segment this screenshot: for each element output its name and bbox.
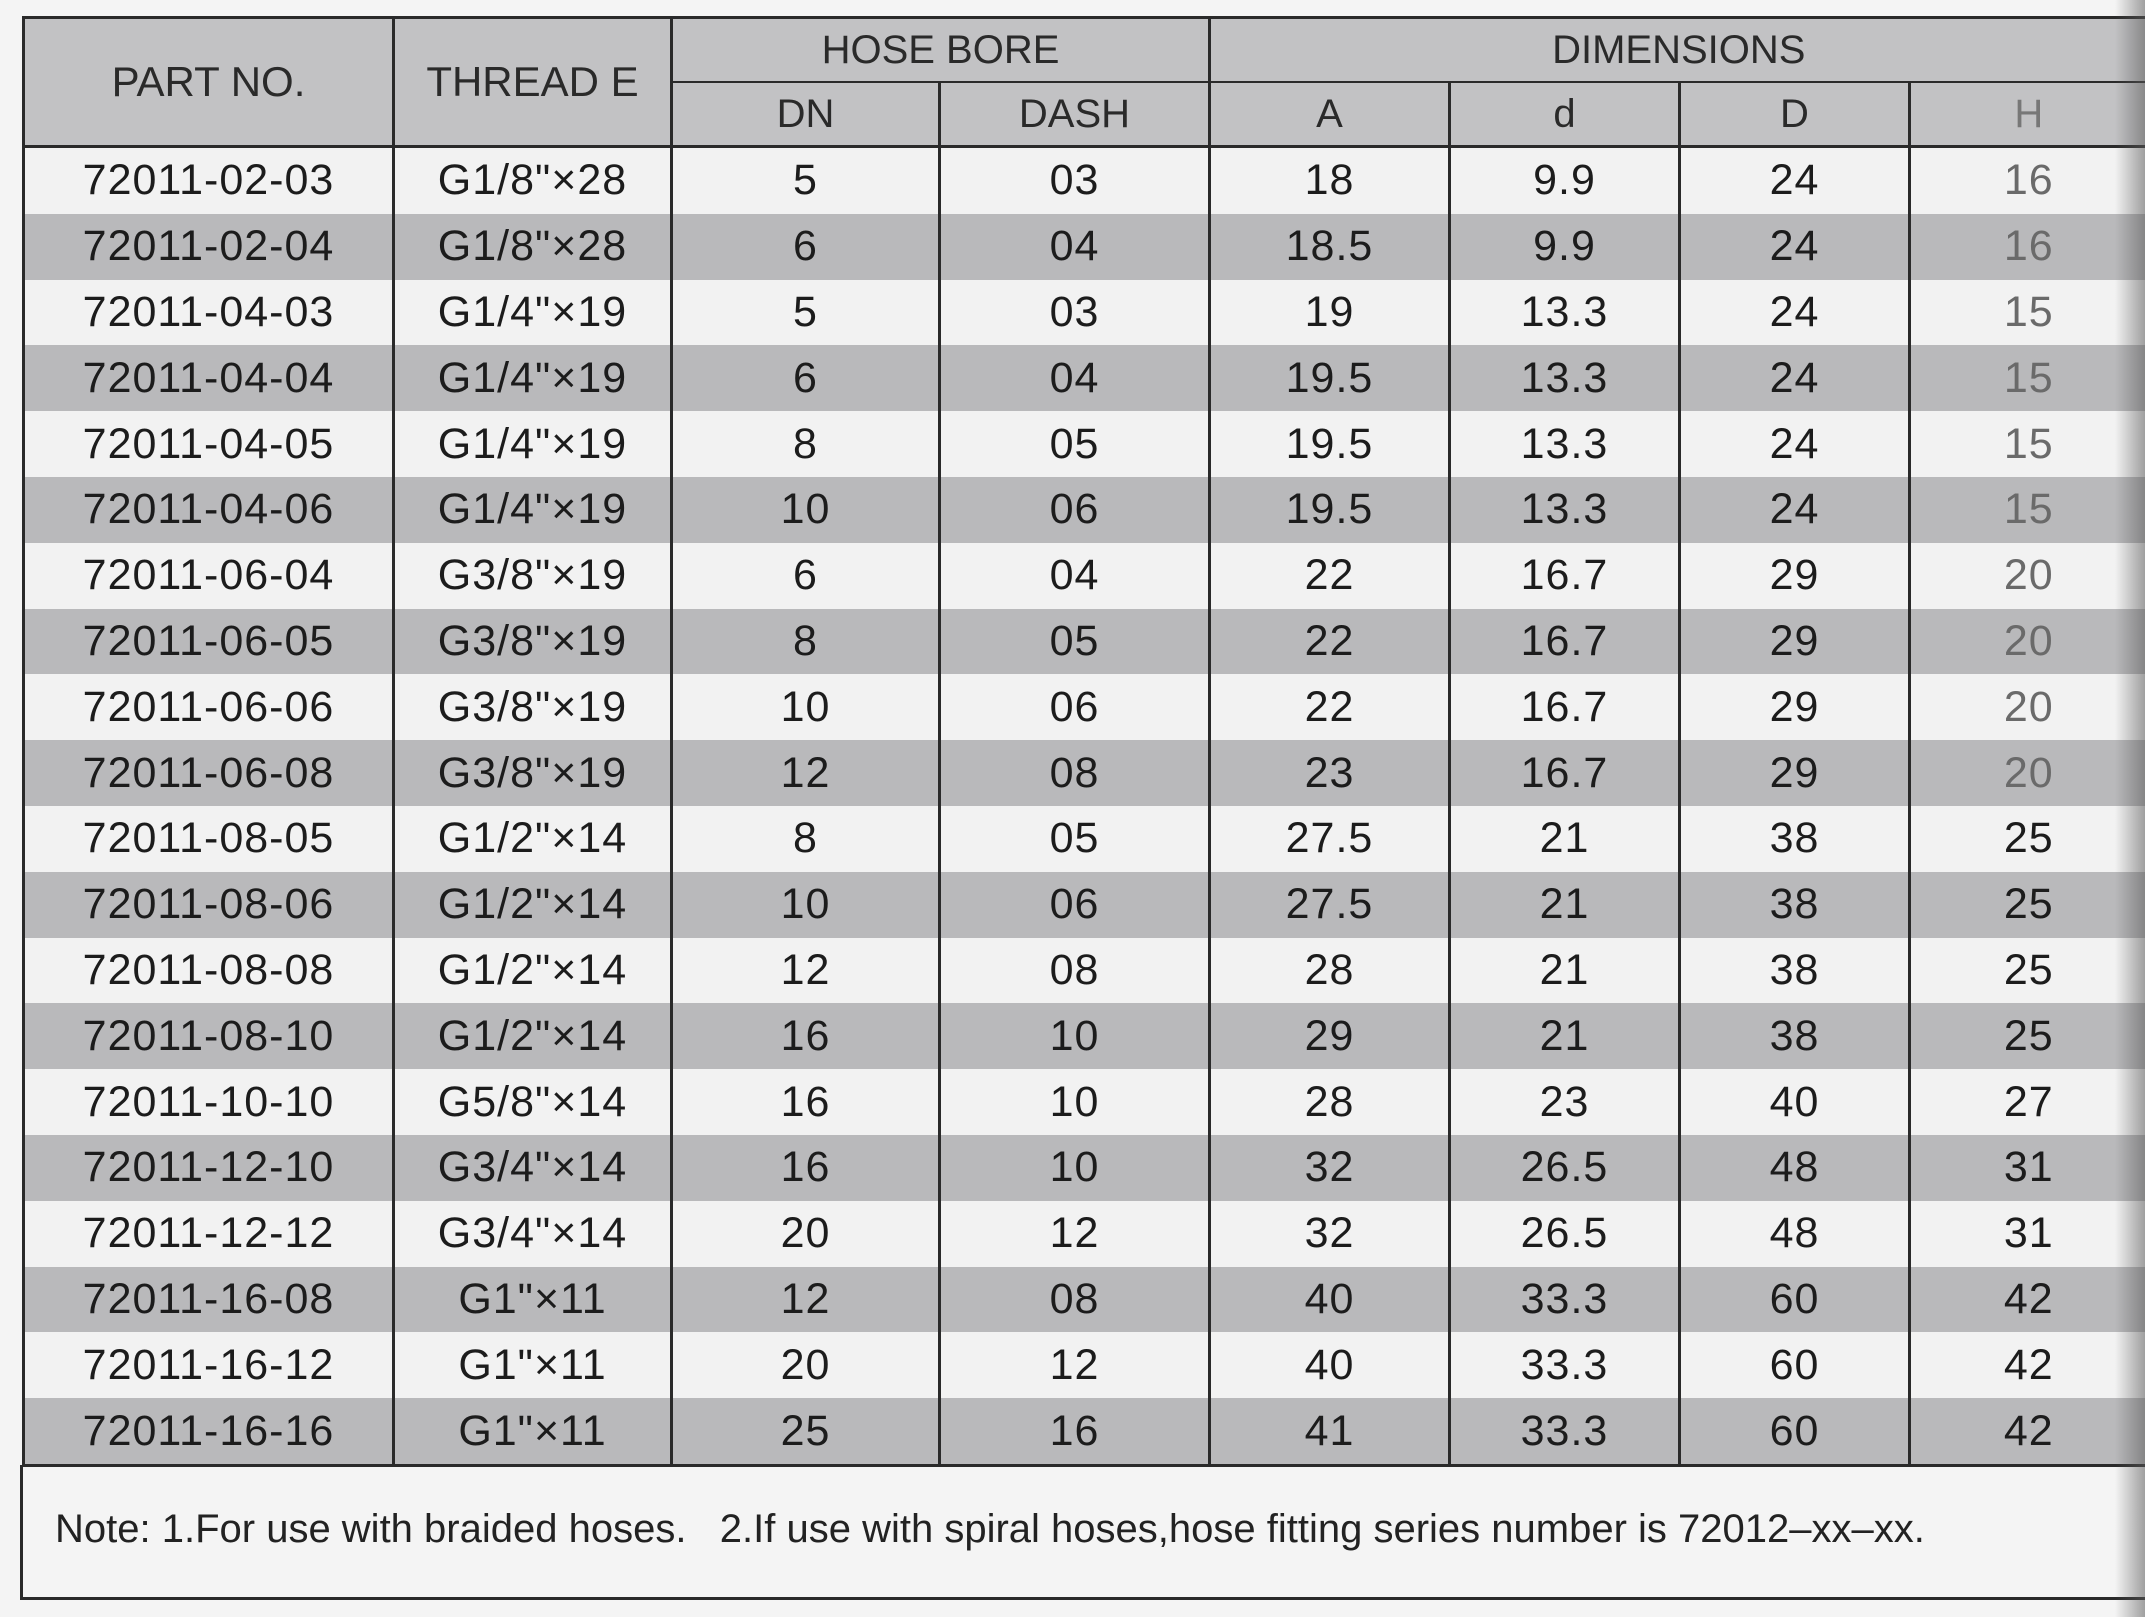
table-row	[24, 1003, 2145, 1069]
cell-part-no: 72011-08-08	[24, 938, 394, 1004]
cell-thread: G3/4"×14	[394, 1135, 672, 1201]
cell-thread: G3/8"×19	[394, 674, 672, 740]
cell-dash: 06	[940, 674, 1210, 740]
cell-dash: 08	[940, 740, 1210, 806]
header-part-no: PART NO.	[24, 18, 394, 147]
table-row	[24, 1332, 2145, 1398]
cell-dn: 20	[672, 1201, 940, 1267]
cell-dash: 03	[940, 280, 1210, 346]
cell-d-big: 29	[1680, 674, 1910, 740]
cell-a: 28	[1210, 938, 1450, 1004]
cell-dn: 8	[672, 609, 940, 675]
cell-a: 27.5	[1210, 872, 1450, 938]
cell-h: 25	[1910, 938, 2145, 1004]
cell-d-big: 24	[1680, 477, 1910, 543]
cell-d-big: 38	[1680, 806, 1910, 872]
cell-d-big: 24	[1680, 280, 1910, 346]
table-row	[24, 345, 2145, 411]
cell-dn: 16	[672, 1003, 940, 1069]
cell-part-no: 72011-08-05	[24, 806, 394, 872]
cell-a: 22	[1210, 609, 1450, 675]
cell-d-small: 16.7	[1450, 543, 1680, 609]
cell-part-no: 72011-06-04	[24, 543, 394, 609]
cell-h: 31	[1910, 1201, 2145, 1267]
cell-thread: G1/4"×19	[394, 345, 672, 411]
cell-d-big: 29	[1680, 543, 1910, 609]
header-dimensions: DIMENSIONS	[1210, 18, 2145, 83]
cell-part-no: 72011-04-04	[24, 345, 394, 411]
cell-h: 16	[1910, 214, 2145, 280]
note-box	[20, 1465, 2145, 1600]
cell-thread: G5/8"×14	[394, 1069, 672, 1135]
header-hose-bore: HOSE BORE	[672, 18, 1210, 83]
table-row	[24, 214, 2145, 280]
cell-part-no: 72011-12-10	[24, 1135, 394, 1201]
cell-a: 32	[1210, 1201, 1450, 1267]
cell-dn: 10	[672, 477, 940, 543]
fitting-spec-table	[22, 16, 2145, 1467]
cell-dash: 08	[940, 1267, 1210, 1333]
cell-d-big: 29	[1680, 740, 1910, 806]
cell-dn: 10	[672, 872, 940, 938]
table-row	[24, 543, 2145, 609]
table-row	[24, 1398, 2145, 1465]
cell-h: 25	[1910, 872, 2145, 938]
cell-a: 29	[1210, 1003, 1450, 1069]
cell-thread: G1/8"×28	[394, 147, 672, 214]
cell-d-small: 16.7	[1450, 674, 1680, 740]
table-row	[24, 609, 2145, 675]
cell-dash: 10	[940, 1003, 1210, 1069]
cell-d-big: 60	[1680, 1398, 1910, 1465]
table-row	[24, 280, 2145, 346]
cell-a: 19.5	[1210, 477, 1450, 543]
cell-thread: G1/2"×14	[394, 1003, 672, 1069]
cell-h: 31	[1910, 1135, 2145, 1201]
cell-h: 15	[1910, 411, 2145, 477]
cell-d-big: 29	[1680, 609, 1910, 675]
cell-thread: G3/8"×19	[394, 609, 672, 675]
cell-dash: 10	[940, 1069, 1210, 1135]
cell-dn: 6	[672, 345, 940, 411]
cell-part-no: 72011-02-04	[24, 214, 394, 280]
table-row	[24, 411, 2145, 477]
header-thread: THREAD E	[394, 18, 672, 147]
cell-a: 19	[1210, 280, 1450, 346]
cell-d-small: 21	[1450, 1003, 1680, 1069]
cell-d-small: 9.9	[1450, 147, 1680, 214]
cell-part-no: 72011-06-06	[24, 674, 394, 740]
cell-dn: 6	[672, 543, 940, 609]
cell-part-no: 72011-06-08	[24, 740, 394, 806]
cell-d-small: 21	[1450, 806, 1680, 872]
cell-part-no: 72011-12-12	[24, 1201, 394, 1267]
cell-h: 15	[1910, 477, 2145, 543]
cell-dash: 06	[940, 477, 1210, 543]
cell-dash: 06	[940, 872, 1210, 938]
cell-h: 42	[1910, 1267, 2145, 1333]
cell-dash: 04	[940, 543, 1210, 609]
cell-d-small: 13.3	[1450, 280, 1680, 346]
table-row	[24, 477, 2145, 543]
cell-dn: 20	[672, 1332, 940, 1398]
cell-d-small: 33.3	[1450, 1332, 1680, 1398]
cell-thread: G1/8"×28	[394, 214, 672, 280]
cell-dn: 8	[672, 806, 940, 872]
table-row	[24, 1267, 2145, 1333]
cell-dn: 5	[672, 280, 940, 346]
cell-a: 28	[1210, 1069, 1450, 1135]
cell-h: 20	[1910, 543, 2145, 609]
cell-h: 15	[1910, 345, 2145, 411]
cell-d-big: 60	[1680, 1332, 1910, 1398]
cell-h: 20	[1910, 609, 2145, 675]
cell-dash: 03	[940, 147, 1210, 214]
cell-dash: 10	[940, 1135, 1210, 1201]
cell-d-small: 33.3	[1450, 1267, 1680, 1333]
cell-a: 18	[1210, 147, 1450, 214]
cell-d-big: 48	[1680, 1135, 1910, 1201]
cell-dash: 05	[940, 806, 1210, 872]
header-d-big: D	[1680, 82, 1910, 147]
cell-dash: 12	[940, 1201, 1210, 1267]
cell-d-big: 48	[1680, 1201, 1910, 1267]
cell-a: 19.5	[1210, 345, 1450, 411]
cell-d-small: 16.7	[1450, 740, 1680, 806]
cell-dn: 10	[672, 674, 940, 740]
cell-part-no: 72011-04-05	[24, 411, 394, 477]
table-row	[24, 1201, 2145, 1267]
cell-thread: G1/4"×19	[394, 411, 672, 477]
cell-dash: 04	[940, 345, 1210, 411]
header-d-small: d	[1450, 82, 1680, 147]
cell-dash: 04	[940, 214, 1210, 280]
cell-dn: 8	[672, 411, 940, 477]
cell-d-small: 21	[1450, 938, 1680, 1004]
table-header	[24, 18, 2145, 147]
note-text: Note: 1.For use with braided hoses. 2.If use with spiral hoses,hose fitting series number is 72012–xx–xx.	[55, 1507, 1925, 1551]
cell-d-big: 38	[1680, 872, 1910, 938]
cell-thread: G3/8"×19	[394, 543, 672, 609]
cell-d-big: 38	[1680, 938, 1910, 1004]
cell-d-small: 33.3	[1450, 1398, 1680, 1465]
cell-d-small: 21	[1450, 872, 1680, 938]
cell-thread: G3/8"×19	[394, 740, 672, 806]
table-row	[24, 938, 2145, 1004]
cell-thread: G1"×11	[394, 1267, 672, 1333]
cell-dn: 12	[672, 1267, 940, 1333]
cell-part-no: 72011-02-03	[24, 147, 394, 214]
cell-thread: G1/2"×14	[394, 938, 672, 1004]
cell-h: 25	[1910, 1003, 2145, 1069]
header-a: A	[1210, 82, 1450, 147]
cell-d-small: 26.5	[1450, 1201, 1680, 1267]
cell-h: 27	[1910, 1069, 2145, 1135]
cell-dn: 12	[672, 938, 940, 1004]
cell-thread: G1"×11	[394, 1332, 672, 1398]
table-row	[24, 872, 2145, 938]
cell-d-big: 40	[1680, 1069, 1910, 1135]
cell-h: 42	[1910, 1332, 2145, 1398]
cell-d-big: 60	[1680, 1267, 1910, 1333]
header-h: H	[1910, 82, 2145, 147]
cell-part-no: 72011-16-12	[24, 1332, 394, 1398]
cell-part-no: 72011-08-10	[24, 1003, 394, 1069]
table-row	[24, 740, 2145, 806]
cell-part-no: 72011-16-16	[24, 1398, 394, 1465]
cell-d-big: 24	[1680, 214, 1910, 280]
cell-thread: G1/4"×19	[394, 280, 672, 346]
cell-dn: 16	[672, 1135, 940, 1201]
cell-a: 27.5	[1210, 806, 1450, 872]
cell-dash: 08	[940, 938, 1210, 1004]
cell-h: 25	[1910, 806, 2145, 872]
cell-a: 18.5	[1210, 214, 1450, 280]
cell-thread: G1/2"×14	[394, 806, 672, 872]
cell-thread: G3/4"×14	[394, 1201, 672, 1267]
cell-dn: 12	[672, 740, 940, 806]
table-row	[24, 1135, 2145, 1201]
cell-part-no: 72011-06-05	[24, 609, 394, 675]
cell-a: 40	[1210, 1332, 1450, 1398]
table-row	[24, 674, 2145, 740]
cell-dash: 16	[940, 1398, 1210, 1465]
table-row	[24, 1069, 2145, 1135]
cell-d-small: 26.5	[1450, 1135, 1680, 1201]
cell-part-no: 72011-04-06	[24, 477, 394, 543]
cell-d-small: 13.3	[1450, 411, 1680, 477]
cell-a: 40	[1210, 1267, 1450, 1333]
cell-d-big: 24	[1680, 345, 1910, 411]
cell-d-small: 13.3	[1450, 345, 1680, 411]
cell-d-small: 16.7	[1450, 609, 1680, 675]
cell-d-big: 24	[1680, 147, 1910, 214]
cell-dn: 6	[672, 214, 940, 280]
cell-dash: 12	[940, 1332, 1210, 1398]
cell-d-small: 23	[1450, 1069, 1680, 1135]
cell-a: 19.5	[1210, 411, 1450, 477]
cell-d-big: 38	[1680, 1003, 1910, 1069]
cell-a: 23	[1210, 740, 1450, 806]
cell-h: 20	[1910, 674, 2145, 740]
cell-part-no: 72011-16-08	[24, 1267, 394, 1333]
cell-part-no: 72011-08-06	[24, 872, 394, 938]
cell-thread: G1/2"×14	[394, 872, 672, 938]
cell-a: 22	[1210, 543, 1450, 609]
header-dn: DN	[672, 82, 940, 147]
table-body	[24, 147, 2145, 1466]
table-row	[24, 147, 2145, 214]
cell-h: 15	[1910, 280, 2145, 346]
cell-a: 32	[1210, 1135, 1450, 1201]
cell-a: 22	[1210, 674, 1450, 740]
cell-dash: 05	[940, 411, 1210, 477]
cell-h: 42	[1910, 1398, 2145, 1465]
cell-h: 20	[1910, 740, 2145, 806]
cell-part-no: 72011-10-10	[24, 1069, 394, 1135]
cell-dn: 5	[672, 147, 940, 214]
cell-d-small: 13.3	[1450, 477, 1680, 543]
cell-part-no: 72011-04-03	[24, 280, 394, 346]
cell-thread: G1"×11	[394, 1398, 672, 1465]
cell-thread: G1/4"×19	[394, 477, 672, 543]
cell-dn: 25	[672, 1398, 940, 1465]
cell-d-big: 24	[1680, 411, 1910, 477]
cell-a: 41	[1210, 1398, 1450, 1465]
table-row	[24, 806, 2145, 872]
header-dash: DASH	[940, 82, 1210, 147]
cell-h: 16	[1910, 147, 2145, 214]
cell-d-small: 9.9	[1450, 214, 1680, 280]
cell-dn: 16	[672, 1069, 940, 1135]
cell-dash: 05	[940, 609, 1210, 675]
